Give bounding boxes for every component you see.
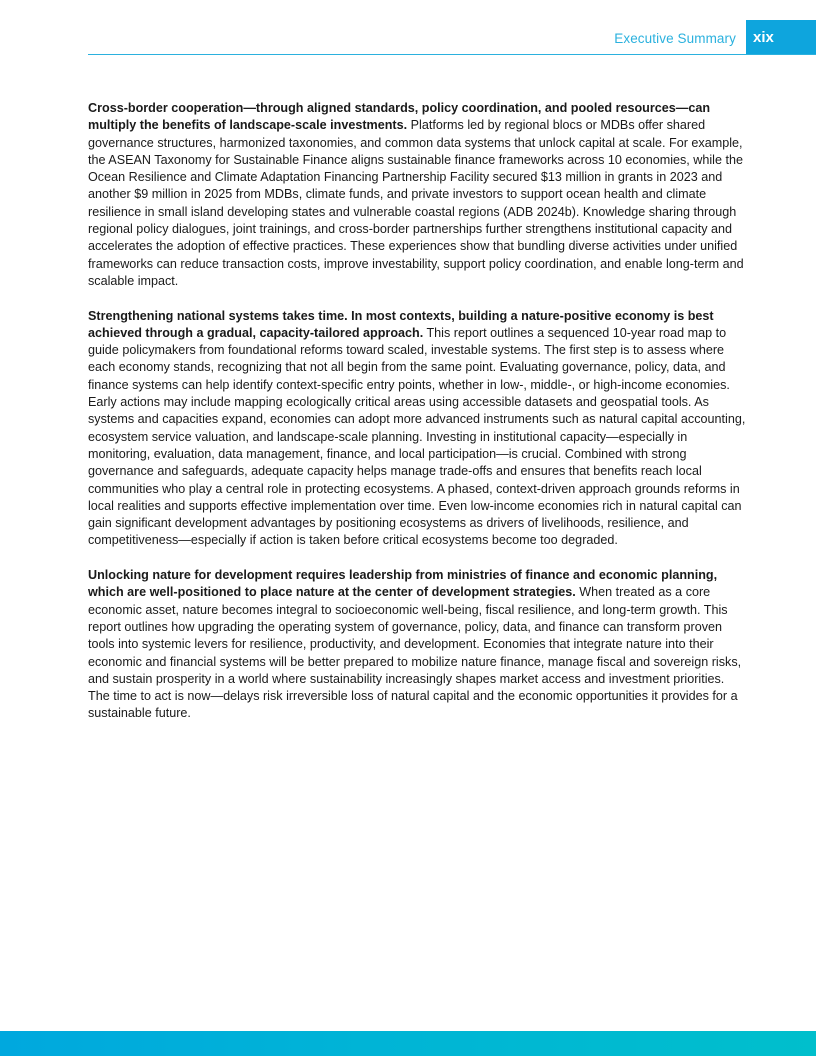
paragraph-body: When treated as a core economic asset, nature becomes integral to socioeconomic well-being, fiscal resilience, and long-term growth. This report outlines how upgrading the operating system of governance, policy, data, and finance can transform proven tools into systemic levers for resilience, productivity, and development. Economies that integrate nature into their economic and financial systems will be better prepared to mobilize nature finance, manage fiscal and sovereign risks, and sustain prosperity in a world where sustainability increasingly shapes market access and investment priorities. The time to act is now—delays risk irreversible loss of natural capital and the economic opportunities it provides for a sustainable future. bbox=[88, 585, 742, 721]
paragraph-cross-border-cooperation bbox=[88, 100, 748, 290]
body-text bbox=[88, 100, 748, 740]
paragraph-lead: Strengthening national systems takes time. In most contexts, building a nature-positive economy is best achieved through a gradual, capacity-tailored approach. bbox=[88, 308, 714, 340]
paragraph-national-systems bbox=[88, 308, 748, 550]
paragraph-body: Platforms led by regional blocs or MDBs offer shared governance structures, harmonized taxonomies, and common data systems that unlock capital at scale. For example, the ASEAN Taxonomy for Sustainable Finance aligns sustainable finance frameworks across 10 economies, while the Ocean Resilience and Climate Adaptation Financing Partnership Facility secured $13 million in grants in 2023 and another $9 million in 2025 from MDBs, climate funds, and private investors to support ocean health and climate resilience in small island developing states and vulnerable coastal regions (ADB 2024b). Knowledge sharing through regional policy dialogues, joint trainings, and cross-border partnerships further strengthens institutional capacity and accelerates the adoption of effective practices. These experiences show that bundling diverse activities under unified frameworks can reduce transaction costs, improve investability, support policy coordination, and enable long-term and scalable impact. bbox=[88, 118, 744, 288]
paragraph-lead: Unlocking nature for development requires leadership from ministries of finance and economic planning, which are well-positioned to place nature at the center of development strategies. bbox=[88, 568, 718, 600]
paragraph-ministries-leadership bbox=[88, 567, 748, 723]
page-number: xix bbox=[753, 29, 774, 46]
header-divider bbox=[88, 54, 816, 55]
section-title: Executive Summary bbox=[614, 31, 736, 46]
page-number-tab bbox=[746, 20, 816, 54]
paragraph-body: This report outlines a sequenced 10-year road map to guide policymakers from foundational reforms toward scaled, investable systems. The first step is to assess where each economy stands, recognizing that not all begin from the same point. Evaluating governance, policy, data, and finance systems can help identify context-specific entry points, whether in low-, middle-, or high-income economies. Early actions may include mapping ecologically critical areas using accessible datasets and geospatial tools. As systems and capacities expand, economies can adopt more advanced instruments such as natural capital accounting, ecosystem service valuation, and landscape-scale planning. Investing in institutional capacity—especially in monitoring, evaluation, data management, finance, and local participation—is crucial. Combined with strong governance and safeguards, adequate capacity helps manage trade-offs and ensures that benefits reach local communities who play a central role in protecting ecosystems. A phased, context-driven approach grounds reforms in local realities and supports effective implementation over time. Even low-income economies rich in natural capital can gain significant development advantages by positioning ecosystems as drivers of livelihoods, resilience, and competitiveness—especially if action is taken before critical ecosystems become too degraded. bbox=[88, 325, 746, 548]
page-header bbox=[0, 0, 816, 56]
paragraph-lead: Cross-border cooperation—through aligned standards, policy coordination, and pooled resources—can multiply the benefits of landscape-scale investments. bbox=[88, 101, 711, 133]
footer-bar bbox=[0, 1031, 816, 1056]
